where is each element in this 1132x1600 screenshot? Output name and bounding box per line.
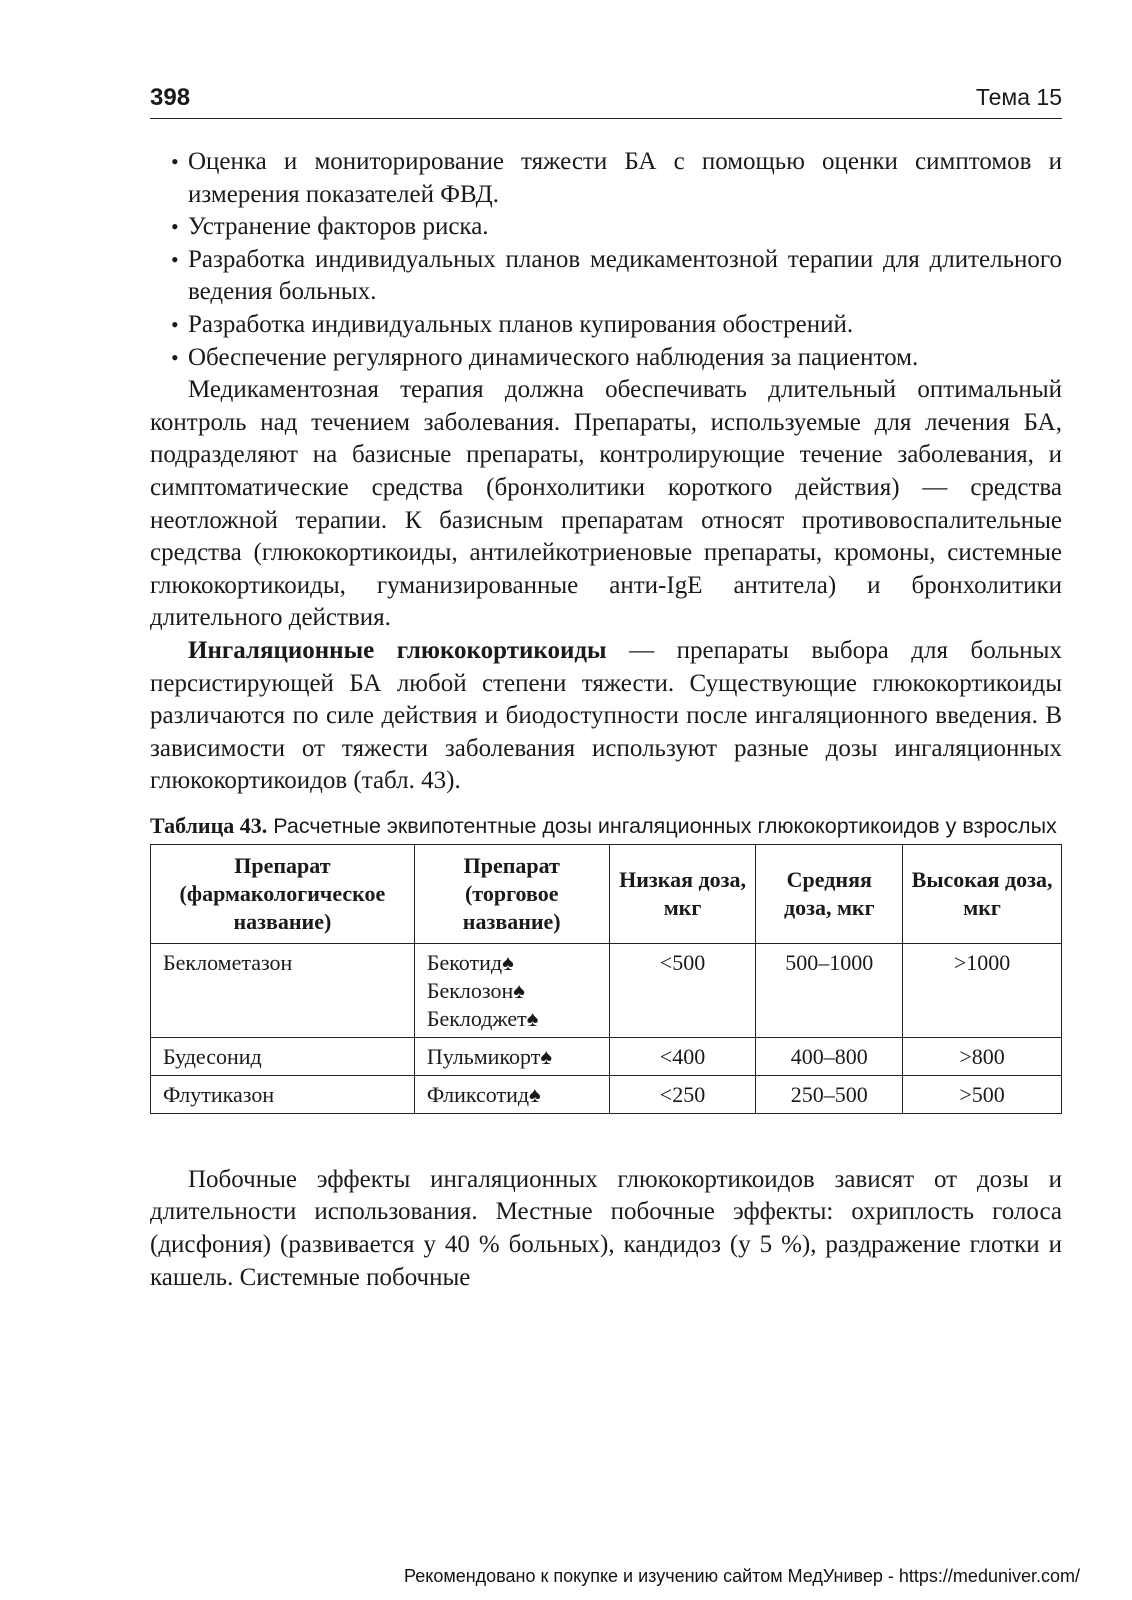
cell-high: >800 — [903, 1037, 1062, 1075]
list-item: • Устранение факторов риска. — [188, 211, 1062, 244]
bullet-icon: • — [171, 344, 179, 370]
cell-trade: Пульмикорт♠ — [414, 1037, 609, 1075]
header-trade-name: Препарат (торговое название) — [414, 844, 609, 943]
cell-high: >500 — [903, 1075, 1062, 1113]
list-item: • Разработка индивидуальных планов медикаментозной терапии для длительного ведения больных. — [171, 245, 1062, 306]
table-header-row — [151, 844, 1062, 943]
cell-low: <400 — [609, 1037, 756, 1075]
running-head: Тема 15 — [975, 84, 1062, 110]
cell-generic: Беклометазон — [151, 943, 415, 1037]
cell-medium: 400–800 — [756, 1037, 903, 1075]
table-row — [151, 943, 1062, 1037]
cell-low: <250 — [609, 1075, 756, 1113]
bullet-icon: • — [171, 214, 179, 240]
cell-generic: Флутиказон — [151, 1075, 415, 1113]
bullet-icon: • — [171, 246, 179, 272]
cell-medium: 250–500 — [756, 1075, 903, 1113]
page-number: 398 — [150, 84, 191, 111]
dose-table — [150, 844, 1062, 1114]
header-high-dose: Высокая доза, мкг — [903, 844, 1062, 943]
paragraph-side-effects: Побочные эффекты ингаляционных глюкокортикоидов зависят от дозы и длительности использования. Местные побочные эффекты: охриплость голоса (дисфония) (развивается у 40 % больных), кандидоз (у 5 %), раздражение глотки и кашель. Системные побочные — [150, 1165, 1062, 1291]
table-row — [151, 1037, 1062, 1075]
footer-recommendation: Рекомендовано к покупке и изучению сайтом МедУнивер - https://meduniver.com/ — [404, 1566, 1080, 1586]
cell-trade: Фликсотид♠ — [414, 1075, 609, 1113]
term-bold: Ингаляционные глюкокортикоиды — [188, 636, 607, 664]
cell-trade: Бекотид♠ Беклозон♠ Беклоджет♠ — [414, 943, 609, 1037]
cell-high: >1000 — [903, 943, 1062, 1037]
cell-low: <500 — [609, 943, 756, 1037]
paragraph-therapy: Медикаментозная терапия должна обеспечивать длительный оптимальный контроль над течением заболевания. Препараты, используемые для лечения БА, подразделяют на базисные препараты, контролирующие течение заболевания, и симптоматические средства (бронхолитики короткого действия) — средства неотложной терапии. К базисным препаратам относят противовоспалительные средства (глюкокортикоиды, антилейкотриеновые препараты, кромоны, системные глюкокортикоиды, гуманизированные анти-IgE антитела) и бронхолитики длительного действия. — [150, 376, 1062, 632]
list-item: • Обеспечение регулярного динамического наблюдения за пациентом. — [188, 342, 1062, 375]
cell-generic: Будесонид — [151, 1037, 415, 1075]
header-medium-dose: Средняя доза, мкг — [756, 844, 903, 943]
table-caption-text: Расчетные эквипотентные дозы ингаляционных глюкокортикоидов у взрослых — [267, 813, 1057, 838]
paragraph-inhaled-glucocorticoids: Ингаляционные глюкокортикоиды — препараты выбора для больных персистирующей БА любой степени тяжести. Существующие глюкокортикоиды различаются по силе действия и биодоступности после ингаляционного введения. В зависимости от тяжести заболевания используют разные дозы ингаляционных глюкокортикоидов (табл. 43). — [150, 636, 1062, 795]
table-row — [151, 1075, 1062, 1113]
bullet-list — [150, 146, 1062, 374]
page-content — [150, 146, 1062, 1294]
table-caption-label: Таблица 43. — [150, 812, 268, 838]
bullet-icon: • — [171, 311, 179, 337]
page-header — [150, 84, 1062, 119]
table-caption — [150, 812, 1062, 840]
bullet-icon: • — [171, 149, 179, 174]
header-low-dose: Низкая доза, мкг — [609, 844, 756, 943]
list-item: • Разработка индивидуальных планов купирования обострений. — [188, 309, 1062, 342]
cell-medium: 500–1000 — [756, 943, 903, 1037]
header-generic-name: Препарат (фармакологическое название) — [151, 844, 415, 943]
list-item: • Оценка и мониторирование тяжести БА с помощью оценки симптомов и измерения показателей ФВД. — [171, 148, 1062, 208]
